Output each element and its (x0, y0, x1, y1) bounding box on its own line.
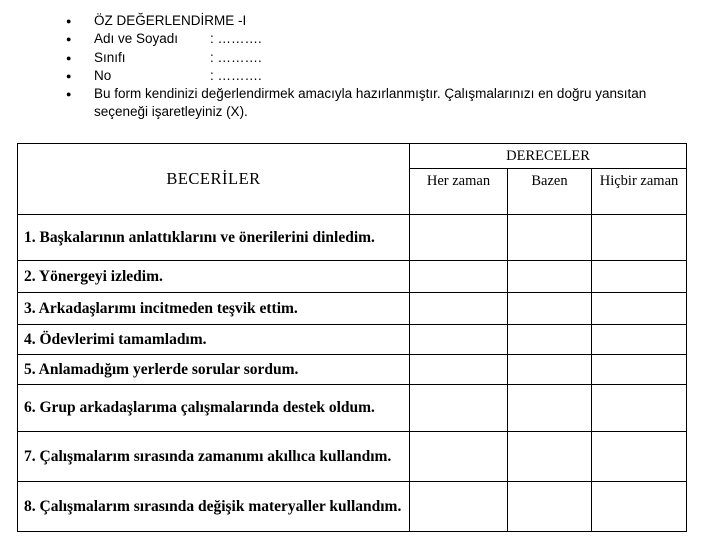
bullet-icon: ● (66, 89, 72, 100)
answer-cell-never[interactable] (592, 432, 687, 482)
answer-cell-never[interactable] (592, 385, 687, 432)
skill-item: 6. Grup arkadaşlarıma çalışmalarında destek oldum. (18, 385, 410, 432)
table-row (18, 482, 687, 532)
answer-cell-always[interactable] (410, 325, 508, 355)
answer-cell-always[interactable] (410, 215, 508, 261)
instruction-text: Bu form kendinizi değerlendirmek amacıyla hazırlanmıştır. Çalışmalarınızı en doğru yansıtan seçeneği işaretleyiniz (X). (94, 86, 647, 120)
skill-item: 5. Anlamadığım yerlerde sorular sordum. (18, 355, 410, 385)
skill-item: 4. Ödevlerimi tamamladım. (18, 325, 410, 355)
table-row (18, 215, 687, 261)
form-header (62, 12, 702, 122)
bullet-icon: ● (66, 16, 72, 26)
table-row (18, 355, 687, 385)
name-field-row (62, 30, 702, 48)
answer-cell-never[interactable] (592, 355, 687, 385)
form-title: ÖZ DEĞERLENDİRME -I (94, 13, 247, 28)
answer-cell-never[interactable] (592, 215, 687, 261)
answer-cell-always[interactable] (410, 385, 508, 432)
number-field[interactable]: : ………. (210, 67, 262, 83)
answer-cell-always[interactable] (410, 355, 508, 385)
skill-item: 3. Arkadaşlarımı incitmeden teşvik ettim. (18, 293, 410, 325)
column-always: Her zaman (410, 169, 508, 215)
self-assessment-table (17, 143, 687, 532)
answer-cell-sometimes[interactable] (508, 215, 592, 261)
answer-cell-sometimes[interactable] (508, 355, 592, 385)
skill-item: 1. Başkalarının anlattıklarını ve önerilerini dinledim. (18, 215, 410, 261)
answer-cell-never[interactable] (592, 293, 687, 325)
answer-cell-always[interactable] (410, 293, 508, 325)
name-field[interactable]: : ………. (210, 31, 262, 47)
table-row (18, 385, 687, 432)
skills-header: BECERİLER (18, 144, 410, 215)
bullet-icon: ● (66, 34, 72, 45)
skill-item: 8. Çalışmalarım sırasında değişik materyaller kullandım. (18, 482, 410, 532)
table-row (18, 432, 687, 482)
answer-cell-sometimes[interactable] (508, 325, 592, 355)
number-field-row (62, 67, 702, 85)
skill-item: 7. Çalışmalarım sırasında zamanımı akıllıca kullandım. (18, 432, 410, 482)
skill-item: 2. Yönergeyi izledim. (18, 261, 410, 293)
class-field[interactable]: : ………. (210, 49, 262, 65)
column-never: Hiçbir zaman (592, 169, 687, 215)
answer-cell-always[interactable] (410, 261, 508, 293)
bullet-icon: ● (66, 70, 72, 81)
column-sometimes: Bazen (508, 169, 592, 215)
title-row (62, 12, 702, 30)
answer-cell-never[interactable] (592, 325, 687, 355)
answer-cell-always[interactable] (410, 432, 508, 482)
instruction-row (62, 85, 702, 122)
answer-cell-sometimes[interactable] (508, 482, 592, 532)
answer-cell-sometimes[interactable] (508, 261, 592, 293)
degrees-header: DERECELER (410, 144, 687, 169)
number-label: No (94, 67, 112, 83)
answer-cell-sometimes[interactable] (508, 385, 592, 432)
bullet-icon: ● (66, 52, 72, 63)
table-row (18, 325, 687, 355)
class-field-row (62, 49, 702, 67)
table-row (18, 261, 687, 293)
name-label: Adı ve Soyadı (94, 31, 179, 47)
table-row (18, 293, 687, 325)
answer-cell-never[interactable] (592, 482, 687, 532)
answer-cell-sometimes[interactable] (508, 432, 592, 482)
answer-cell-always[interactable] (410, 482, 508, 532)
answer-cell-sometimes[interactable] (508, 293, 592, 325)
answer-cell-never[interactable] (592, 261, 687, 293)
class-label: Sınıfı (94, 49, 126, 65)
